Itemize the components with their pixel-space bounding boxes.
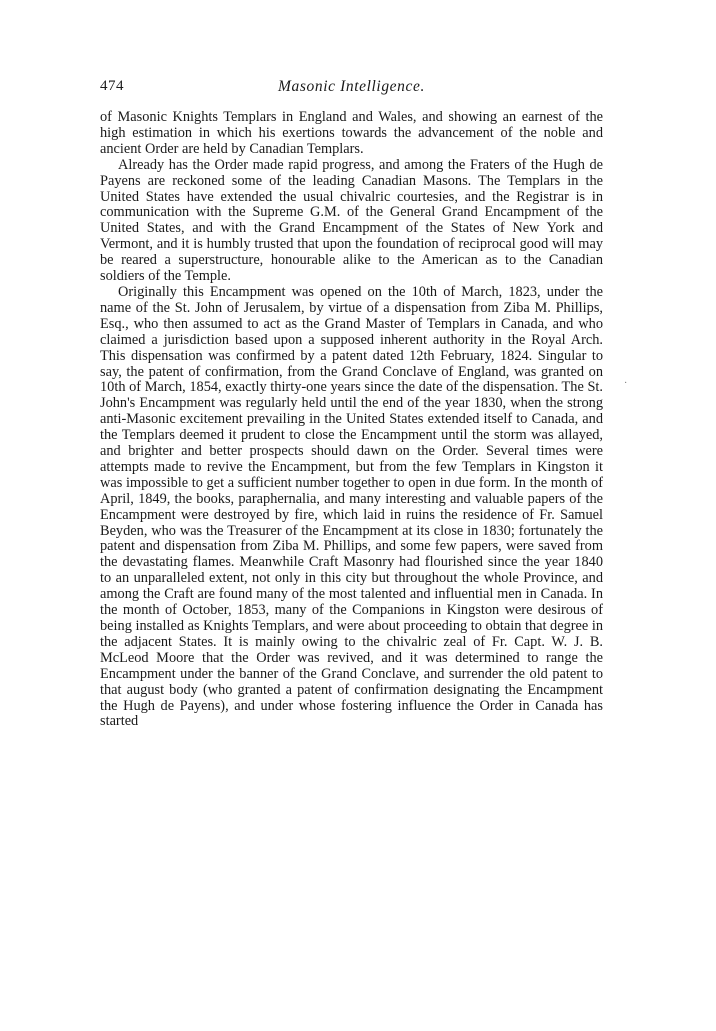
body-text — [100, 110, 603, 730]
running-title: Masonic Intelligence. — [278, 78, 425, 95]
paragraph-encampment-history: Originally this Encampment was opened on the 10th of March, 1823, under the name of the St. John of Jerusalem, by virtue of a dispensation from Ziba M. Phillips, Esq., who then assumed to act as the Grand Master of Templars in Canada, and who claimed a jurisdiction based upon a supposed inherent authority in the Royal Arch. This dispensation was confirmed by a patent dated 12th February, 1824. Singular to say, the patent of confirmation, from the Grand Conclave of England, was granted on 10th of March, 1854, exactly thirty-one years since the date of the dispensation. The St. John's Encampment was regularly held until the end of the year 1830, when the strong anti-Masonic excitement prevailing in the United States extended itself to Canada, and the Templars deemed it prudent to close the Encampment until the storm was allayed, and brighter and better prospects should dawn on the Order. Several times were attempts made to revive the Encampment, but from the few Templars in Kingston it was impossible to get a sufficient number together to open in due form. In the month of April, 1849, the books, paraphernalia, and many interesting and valuable papers of the Encampment were destroyed by fire, which laid in ruins the residence of Fr. Samuel Beyden, who was the Treasurer of the Encampment at its close in 1830; fortunately the patent and dispensation from Ziba M. Phillips, and some few papers, were saved from the devastating flames. Meanwhile Craft Masonry had flourished since the year 1840 to an unparalleled extent, not only in this city but throughout the whole Province, and among the Craft are found many of the most talented and influential men in Canada. In the month of October, 1853, many of the Companions in Kingston were desirous of being installed as Knights Templars, and were about proceeding to obtain that degree in the adjacent States. It is mainly owing to the chivalric zeal of Fr. Capt. W. J. B. McLeod Moore that the Order was revived, and it was determined to range the Encampment under the banner of the Grand Conclave, and surrender the old patent to that august body (who granted a patent of confirmation designating the Encampment the Hugh de Payens), and under whose fostering influence the Order in Canada has started — [100, 283, 604, 730]
paragraph-order-progress: Already has the Order made rapid progress, and among the Fraters of the Hugh de Payens are reckoned some of the leading Canadian Masons. The Templars in the United States have extended the usual chivalric courtesies, and the Registrar is in communication with the Supreme G.M. of the General Grand Encampment of the United States, and with the Grand Encampment of the States of New York and Vermont, and it is humbly trusted that upon the foundation of reciprocal good will may be reared a superstructure, honourable alike to the American as to the Canadian soldiers of the Temple. — [100, 156, 603, 285]
running-head — [100, 78, 603, 98]
paragraph-continued: of Masonic Knights Templars in England and Wales, and showing an earnest of the high estimation in which his exertions towards the advancement of the noble and ancient Order are held by Canadian Templars. — [100, 109, 603, 157]
margin-mark: · — [624, 378, 628, 389]
page-number: 474 — [100, 78, 124, 94]
